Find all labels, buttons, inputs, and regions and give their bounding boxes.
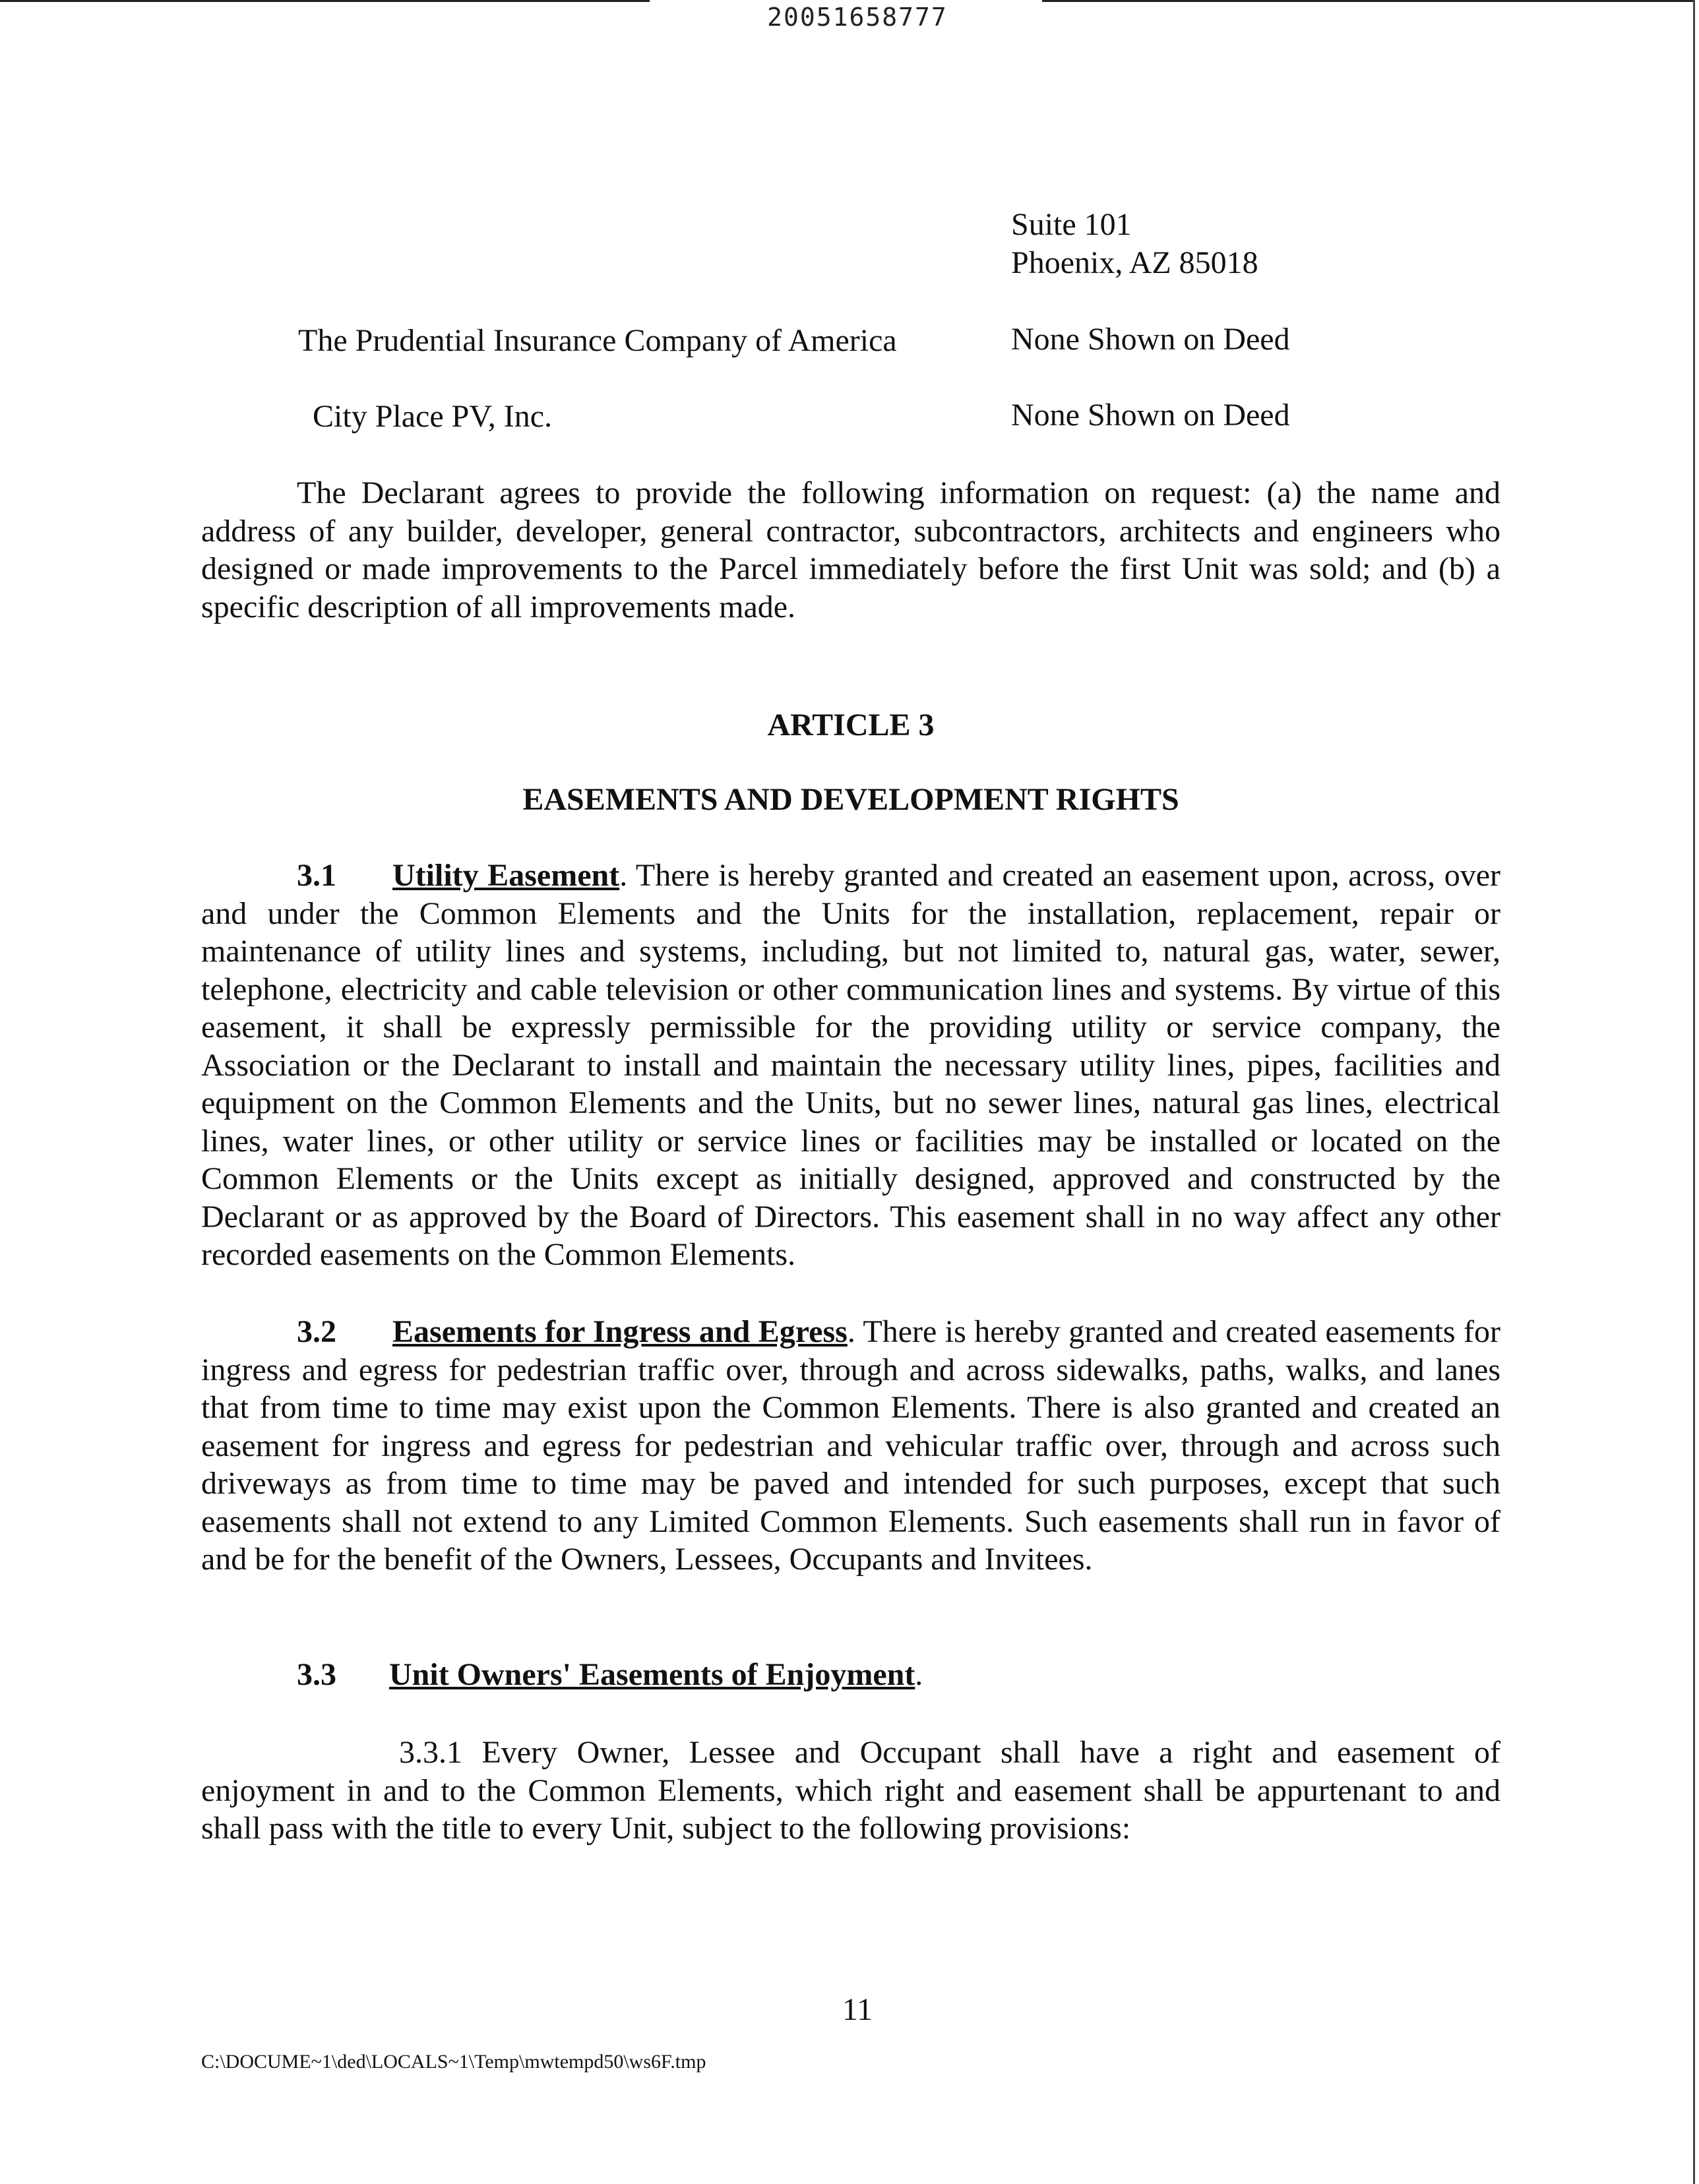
section-3-3: 3.3 Unit Owners' Easements of Enjoyment. bbox=[201, 1656, 1500, 1694]
subsection-text: Every Owner, Lessee and Occupant shall have a right and easement of enjoyment in and to the Common Elements, which right and easement shall be appurtenant to and shall pass with the title to every Unit, subject to the following provisions: bbox=[201, 1735, 1501, 1846]
section-number: 3.1 bbox=[297, 858, 336, 893]
section-title: Easements for Ingress and Egress bbox=[392, 1314, 848, 1349]
owner-address: None Shown on Deed bbox=[1011, 322, 1290, 357]
document-number: 20051658777 bbox=[767, 3, 948, 32]
top-border-right bbox=[1042, 0, 1695, 2]
section-3-2: 3.2 Easements for Ingress and Egress. There is hereby granted and created easements for ingress and egress for pedestrian traffic over, through and across sidewalks, paths, walks, and lanes that from time to time may exist upon the Common Elements. There is also granted and created an easement for ingress and egress for pedestrian and vehicular traffic over, through and across such driveways as from time to time may be paved and intended for such purposes, except that such easements shall not extend to any Limited Common Elements. Such easements shall run in favor of and be for the benefit of the Owners, Lessees, Occupants and Invitees. bbox=[201, 1314, 1501, 1577]
article-subtitle: EASEMENTS AND DEVELOPMENT RIGHTS bbox=[522, 782, 1179, 817]
file-path-footer: C:\DOCUME~1\ded\LOCALS~1\Temp\mwtempd50\ws6F.tmp bbox=[201, 2051, 706, 2073]
article-title: ARTICLE 3 bbox=[767, 708, 935, 743]
address-line-2: Phoenix, AZ 85018 bbox=[1011, 245, 1258, 280]
section-title: Unit Owners' Easements of Enjoyment bbox=[389, 1657, 915, 1692]
section-3-1: 3.1 Utility Easement. There is hereby granted and created an easement upon, across, over and under the Common Elements and the Units for the installation, replacement, repair or maintenance of utility lines and systems, including, but not limited to, natural gas, water, sewer, telephone, electricity and cable television or other communication lines and systems. By virtue of this easement, it shall be expressly permissible for the providing utility or service company, the Association or the Declarant to install and maintain the necessary utility lines, pipes, facilities and equipment on the Common Elements and the Units, but no sewer lines, natural gas lines, electrical lines, water lines, or other utility or service lines or facilities may be installed or located on the Common Elements or the Units except as initially designed, approved and constructed by the Declarant or as approved by the Board of Directors. This easement shall in no way affect any other recorded easements on the Common Elements. bbox=[201, 858, 1500, 1272]
section-number: 3.3 bbox=[297, 1657, 336, 1692]
owner-address: None Shown on Deed bbox=[1011, 398, 1290, 433]
section-title: Utility Easement bbox=[392, 858, 620, 893]
top-border-left bbox=[0, 0, 650, 2]
owner-name: The Prudential Insurance Company of America bbox=[298, 323, 897, 358]
page-number: 11 bbox=[842, 1992, 873, 2027]
section-text: There is hereby granted and created easements for ingress and egress for pedestrian traffic over, through and across sidewalks, paths, walks, and lanes that from time to time may exist upon the Common Elements. There is also granted and created an easement for ingress and egress for pedestrian and vehicular traffic over, through and across such driveways as from time to time may be paved and intended for such purposes, except that such easements shall not extend to any Limited Common Elements. Such easements shall run in favor of and be for the benefit of the Owners, Lessees, Occupants and Invitees. bbox=[201, 1314, 1501, 1577]
intro-paragraph: The Declarant agrees to provide the following information on request: (a) the name and address of any builder, developer, general contractor, subcontractors, architects and engineers who designed or made improvements to the Parcel immediately before the first Unit was sold; and (b) a specific description of all improvements made. bbox=[201, 475, 1500, 624]
right-border bbox=[1693, 0, 1695, 2184]
subsection-3-3-1 bbox=[201, 1734, 1500, 1848]
subsection-number: 3.3.1 bbox=[399, 1735, 462, 1770]
section-number: 3.2 bbox=[297, 1314, 336, 1349]
address-line-1: Suite 101 bbox=[1011, 207, 1132, 242]
owner-name: City Place PV, Inc. bbox=[313, 399, 553, 434]
section-text: There is hereby granted and created an easement upon, across, over and under the Common Elements and the Units for the installation, replacement, repair or maintenance of utility lines and systems, including, but not limited to, natural gas, water, sewer, telephone, electricity and cable television or other communication lines and systems. By virtue of this easement, it shall be expressly permissible for the providing utility or service company, the Association or the Declarant to install and maintain the necessary utility lines, pipes, facilities and equipment on the Common Elements and the Units, but no sewer lines, natural gas lines, electrical lines, water lines, or other utility or service lines or facilities may be installed or located on the Common Elements or the Units except as initially designed, approved and constructed by the Declarant or as approved by the Board of Directors. This easement shall in no way affect any other recorded easements on the Common Elements. bbox=[201, 858, 1500, 1272]
